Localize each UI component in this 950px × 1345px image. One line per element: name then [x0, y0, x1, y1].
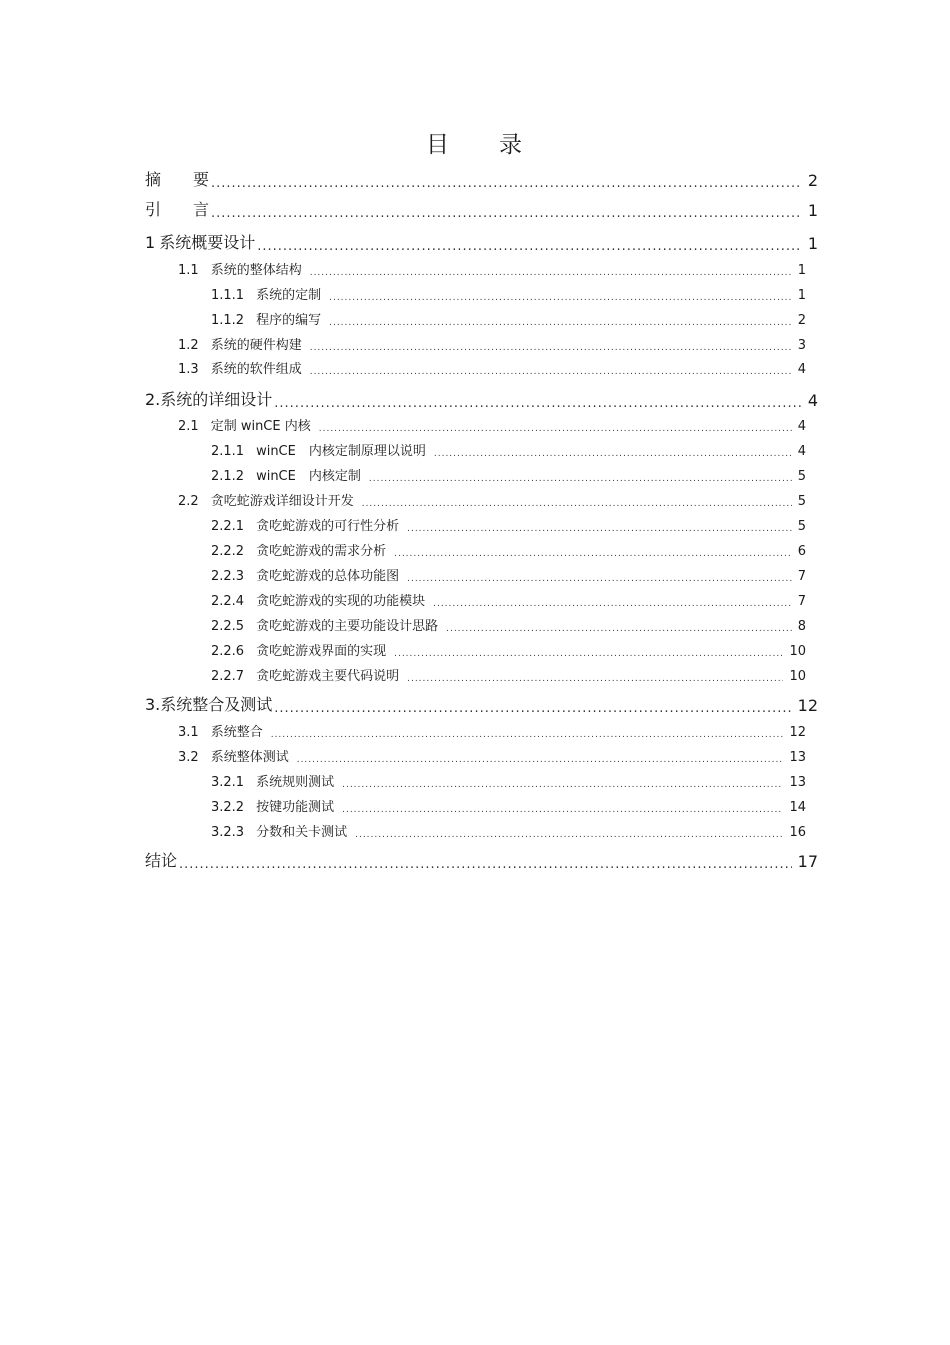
toc-entry[interactable]: [211, 665, 806, 684]
toc-entry-text: 按键功能测试: [256, 800, 335, 815]
toc-dot-leader: [369, 475, 792, 484]
toc-entry-number: 2.2.2: [211, 544, 245, 559]
toc-dot-leader: [274, 397, 802, 410]
toc-entry-text: 系统的定制: [256, 288, 322, 303]
toc-dot-leader: [257, 240, 802, 253]
toc-entry-number: 1.1: [178, 263, 199, 278]
toc-entry-label: [145, 230, 255, 253]
toc-page-number: 10: [789, 669, 806, 684]
toc-entry[interactable]: [211, 821, 806, 840]
toc-entry-number: 2.2.4: [211, 594, 245, 609]
toc-entry-label: [211, 615, 438, 634]
toc-entry-text: 定制 winCE 内核: [210, 419, 311, 434]
toc-dot-leader: [297, 756, 784, 765]
toc-entry-text: 结论: [145, 851, 178, 870]
toc-page-number: 1: [807, 234, 818, 253]
toc-entry-number: 3.: [145, 695, 161, 714]
toc-entry-number: 2.2.3: [211, 569, 245, 584]
toc-entry-text: 系统的整体结构: [210, 263, 302, 278]
toc-entry-label: [145, 387, 272, 410]
toc-entry-number: 1.3: [178, 362, 199, 377]
toc-entry-text: 系统的硬件构建: [210, 338, 302, 353]
toc-entry-label: [211, 284, 321, 303]
toc-entry[interactable]: [178, 415, 806, 434]
toc-page-number: 2: [797, 313, 806, 328]
toc-entry[interactable]: [145, 387, 818, 410]
toc-entry[interactable]: [145, 197, 818, 220]
toc-dot-leader: [310, 344, 792, 353]
toc-entry-label: [211, 440, 426, 459]
toc-dot-leader: [211, 177, 802, 190]
toc-dot-leader: [407, 675, 783, 684]
toc-entry-label: [178, 746, 289, 765]
toc-entry-text: 贪吃蛇游戏界面的实现: [256, 644, 387, 659]
toc-entry[interactable]: [178, 334, 806, 353]
toc-entry-label: [211, 796, 334, 815]
toc-entry-text: 系统规则测试: [256, 775, 335, 790]
toc-page-number: 7: [797, 569, 806, 584]
toc-entry[interactable]: [211, 309, 806, 328]
toc-page-number: 4: [797, 362, 806, 377]
toc-entry-text: 系统概要设计: [159, 233, 256, 252]
toc-entry-text: 贪吃蛇游戏的可行性分析: [256, 519, 400, 534]
toc-entry-label: [211, 665, 399, 684]
toc-entry-number: 2.1.2: [211, 469, 245, 484]
toc-entry-label: [178, 415, 311, 434]
toc-page-number: 8: [797, 619, 806, 634]
toc-dot-leader: [319, 425, 792, 434]
toc-page-number: 5: [797, 469, 806, 484]
toc-entry[interactable]: [211, 565, 806, 584]
toc-entry[interactable]: [211, 640, 806, 659]
toc-dot-leader: [342, 806, 783, 815]
toc-entry-text: 贪吃蛇游戏的总体功能图: [256, 569, 400, 584]
toc-dot-leader: [394, 550, 792, 559]
toc-entry[interactable]: [211, 284, 806, 303]
toc-dot-leader: [407, 525, 792, 534]
toc-entry-label: [145, 197, 209, 220]
toc-entry[interactable]: [178, 259, 806, 278]
toc-entry-text: 系统的软件组成: [210, 362, 302, 377]
toc-entry-number: 3.1: [178, 725, 199, 740]
toc-page-number: 1: [807, 201, 818, 220]
toc-entry-number: 3.2.1: [211, 775, 245, 790]
toc-entry[interactable]: [178, 746, 806, 765]
page-title-char-1: 目: [426, 132, 451, 158]
toc-entry-label: [178, 358, 302, 377]
toc-entry-number: 2.2.5: [211, 619, 245, 634]
toc-entry-text: 贪吃蛇游戏的需求分析: [256, 544, 387, 559]
toc-entry-number: 1.1.2: [211, 313, 245, 328]
toc-dot-leader: [407, 575, 792, 584]
toc-entry-text: 程序的编写: [256, 313, 322, 328]
toc-entry[interactable]: [145, 692, 818, 715]
toc-entry-number: 2.2.6: [211, 644, 245, 659]
toc-entry-text: 贪吃蛇游戏详细设计开发: [210, 494, 354, 509]
toc-entry[interactable]: [211, 796, 806, 815]
toc-page-number: 16: [789, 825, 806, 840]
toc-entry-text: 系统的详细设计: [160, 390, 273, 409]
toc-page-number: 5: [797, 519, 806, 534]
toc-entry[interactable]: [211, 440, 806, 459]
toc-page-number: 1: [797, 288, 806, 303]
toc-entry-text: 贪吃蛇游戏的主要功能设计思路: [256, 619, 439, 634]
toc-entry-label: [145, 167, 209, 190]
toc-entry-text: winCE 内核定制原理以说明: [256, 444, 426, 459]
toc-entry[interactable]: [211, 540, 806, 559]
toc-entry-label: [211, 771, 334, 790]
toc-entry-label: [178, 334, 302, 353]
toc-page-number: 4: [797, 444, 806, 459]
toc-page-number: 7: [797, 594, 806, 609]
toc-dot-leader: [274, 702, 791, 715]
page-title-char-2: 录: [499, 132, 524, 158]
toc-page-number: 14: [789, 800, 806, 815]
toc-dot-leader: [271, 731, 784, 740]
toc-entry-text: 系统整合: [210, 725, 263, 740]
toc-page-number: 12: [797, 696, 818, 715]
toc-page-number: 3: [797, 338, 806, 353]
toc-page-number: 17: [797, 852, 818, 871]
toc-dot-leader: [355, 831, 783, 840]
toc-entry-label: [211, 309, 321, 328]
toc-dot-leader: [342, 781, 783, 790]
toc-page-number: 1: [797, 263, 806, 278]
toc-dot-leader: [394, 650, 783, 659]
toc-entry-label: [211, 515, 399, 534]
toc-dot-leader: [433, 600, 792, 609]
toc-page-number: 4: [807, 391, 818, 410]
toc-dot-leader: [310, 368, 792, 377]
toc-entry-label: [145, 692, 272, 715]
toc-entry-label: [178, 721, 263, 740]
toc-dot-leader: [446, 625, 792, 634]
toc-entry-text: 系统整合及测试: [160, 695, 273, 714]
toc-entry-text: 贪吃蛇游戏的实现的功能模块: [256, 594, 426, 609]
toc-entry[interactable]: [211, 515, 806, 534]
toc-entry-text: winCE 内核定制: [256, 469, 361, 484]
toc-entry-number: 3.2.2: [211, 800, 245, 815]
toc-entry[interactable]: [211, 465, 806, 484]
toc-entry-label: [211, 590, 425, 609]
toc-entry-label: [178, 259, 302, 278]
toc-entry-text: 摘 要: [145, 170, 210, 189]
toc-page-number: 12: [789, 725, 806, 740]
toc-entry-number: 1.2: [178, 338, 199, 353]
toc-dot-leader: [179, 858, 792, 871]
toc-page-number: 6: [797, 544, 806, 559]
toc-entry-number: 1.1.1: [211, 288, 245, 303]
toc-entry-text: 引 言: [145, 200, 210, 219]
toc-page-number: 4: [797, 419, 806, 434]
toc-entry-text: 分数和关卡测试: [256, 825, 348, 840]
toc-page-number: 13: [789, 775, 806, 790]
toc-entry-number: 1: [145, 233, 156, 252]
toc-entry-number: 2.2: [178, 494, 199, 509]
toc-entry-label: [178, 490, 354, 509]
toc-entry[interactable]: [145, 230, 818, 253]
toc-entry-number: 2.1: [178, 419, 199, 434]
toc-entry-label: [211, 640, 386, 659]
toc-entry-number: 2.: [145, 390, 161, 409]
toc-entry-number: 3.2.3: [211, 825, 245, 840]
toc-page-number: 13: [789, 750, 806, 765]
toc-dot-leader: [211, 207, 802, 220]
toc-entry-label: [211, 540, 386, 559]
toc-entry-number: 2.1.1: [211, 444, 245, 459]
toc-entry-number: 2.2.7: [211, 669, 245, 684]
toc-entry-label: [211, 565, 399, 584]
toc-entry[interactable]: [211, 615, 806, 634]
toc-entry[interactable]: [145, 848, 818, 871]
toc-page-number: 5: [797, 494, 806, 509]
toc-dot-leader: [329, 319, 792, 328]
toc-page-number: 2: [807, 171, 818, 190]
toc-dot-leader: [434, 450, 792, 459]
toc-entry[interactable]: [211, 590, 806, 609]
toc-entry[interactable]: [178, 358, 806, 377]
toc-dot-leader: [362, 500, 792, 509]
toc-entry-label: [211, 465, 361, 484]
toc-page-number: 10: [789, 644, 806, 659]
toc-entry-text: 贪吃蛇游戏主要代码说明: [256, 669, 400, 684]
toc-entry[interactable]: [178, 490, 806, 509]
toc-entry-number: 3.2: [178, 750, 199, 765]
toc-entry[interactable]: [178, 721, 806, 740]
toc-entry[interactable]: [145, 167, 818, 190]
toc-dot-leader: [310, 269, 792, 278]
toc-entry-label: [145, 848, 177, 871]
toc-entry[interactable]: [211, 771, 806, 790]
toc-dot-leader: [329, 294, 792, 303]
toc-entry-label: [211, 821, 347, 840]
toc-entry-number: 2.2.1: [211, 519, 245, 534]
toc-entry-text: 系统整体测试: [210, 750, 289, 765]
